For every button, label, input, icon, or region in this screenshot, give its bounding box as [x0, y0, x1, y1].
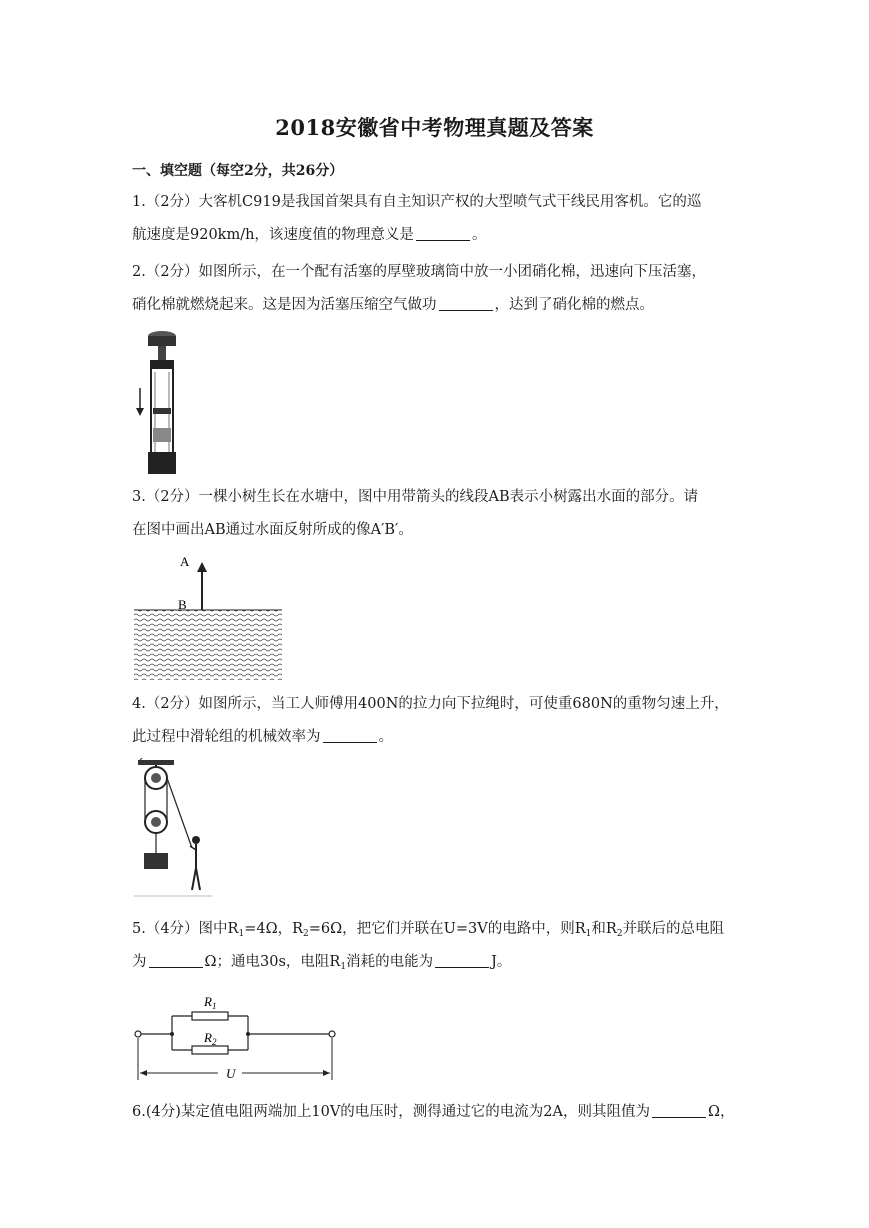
answer-blank[interactable]	[439, 296, 493, 311]
question-1	[132, 186, 744, 252]
voltage-label: U	[226, 1066, 236, 1081]
question-5-text: 消耗的电能为	[346, 954, 434, 970]
question-6-line-1	[132, 1096, 744, 1129]
question-5-text: 并联后的总电阻	[622, 921, 725, 937]
question-1-line-1: 1.（2分）大客机C919是我国首架具有自主知识产权的大型喷气式干线民用客机。它的巡	[132, 194, 702, 210]
question-2-line-2	[132, 289, 744, 322]
answer-blank[interactable]	[323, 728, 377, 743]
page-title: 2018安徽省中考物理真题及答案	[275, 115, 594, 140]
question-5-text: 5.（4分）图中R	[132, 921, 239, 937]
question-2	[132, 256, 744, 322]
subscript: 1	[340, 962, 347, 972]
question-3-line-2: 在图中画出AB通过水面反射所成的像A′B′。	[132, 522, 413, 538]
parallel-circuit-figure	[132, 990, 342, 1082]
question-5	[132, 913, 744, 979]
question-1-text: 航速度是920km/h，该速度值的物理意义是	[132, 227, 414, 243]
question-4-line-2	[132, 721, 744, 754]
question-3	[132, 481, 744, 547]
r1-subscript: 1	[211, 1001, 217, 1011]
question-5-text: Ω；通电30s，电阻R	[204, 954, 341, 970]
piston-cylinder-figure	[134, 328, 184, 476]
answer-blank[interactable]	[416, 226, 470, 241]
subscript: 2	[303, 929, 309, 939]
subscript: 2	[616, 929, 623, 939]
question-5-line-1	[132, 913, 744, 946]
r1-label: R	[204, 994, 212, 1009]
question-6-text: 6.(4分)某定值电阻两端加上10V的电压时，测得通过它的电流为2A，则其阻值为	[132, 1104, 650, 1120]
point-a-label: A	[180, 554, 190, 569]
question-2-line-1: 2.（2分）如图所示，在一个配有活塞的厚壁玻璃筒中放一小团硝化棉，迅速向下压活塞，	[132, 264, 707, 280]
question-2-text: 硝化棉就燃烧起来。这是因为活塞压缩空气做功	[132, 297, 437, 313]
svg-text:R2	[203, 1030, 217, 1047]
section-heading: 一、填空题（每空2分，共26分）	[132, 163, 344, 179]
question-6-text: Ω，	[708, 1104, 735, 1120]
question-5-text: =6Ω，把它们并联在U=3V的电路中，则R	[308, 921, 586, 937]
question-5-text: 为	[132, 954, 147, 970]
question-4-punct: 。	[378, 729, 393, 745]
question-1-line-2	[132, 219, 744, 252]
subscript: 1	[238, 929, 245, 939]
r2-label: R	[204, 1030, 212, 1045]
question-4	[132, 688, 744, 754]
pulley-system-figure	[134, 758, 214, 906]
r2-subscript: 2	[211, 1037, 217, 1047]
question-4-text: 此过程中滑轮组的机械效率为	[132, 729, 321, 745]
question-4-line-1: 4.（2分）如图所示，当工人师傅用400N的拉力向下拉绳时，可使重680N的重物匀速上升，	[132, 696, 729, 712]
tree-water-figure	[134, 552, 284, 680]
question-1-punct: 。	[471, 227, 487, 243]
point-b-label: B	[178, 597, 187, 612]
question-2-tail: ，达到了硝化棉的燃点。	[494, 297, 654, 313]
svg-text:R1	[203, 994, 216, 1011]
question-3-line-1: 3.（2分）一棵小树生长在水塘中，图中用带箭头的线段AB表示小树露出水面的部分。请	[132, 489, 699, 505]
answer-blank[interactable]	[149, 953, 203, 968]
question-6	[132, 1096, 744, 1129]
answer-blank[interactable]	[435, 953, 489, 968]
subscript: 1	[585, 929, 592, 939]
question-5-text: =4Ω，R	[244, 921, 304, 937]
answer-blank[interactable]	[652, 1103, 706, 1118]
question-5-text: 和R	[591, 921, 617, 937]
question-5-text: J。	[491, 954, 512, 970]
question-5-line-2	[132, 946, 744, 979]
